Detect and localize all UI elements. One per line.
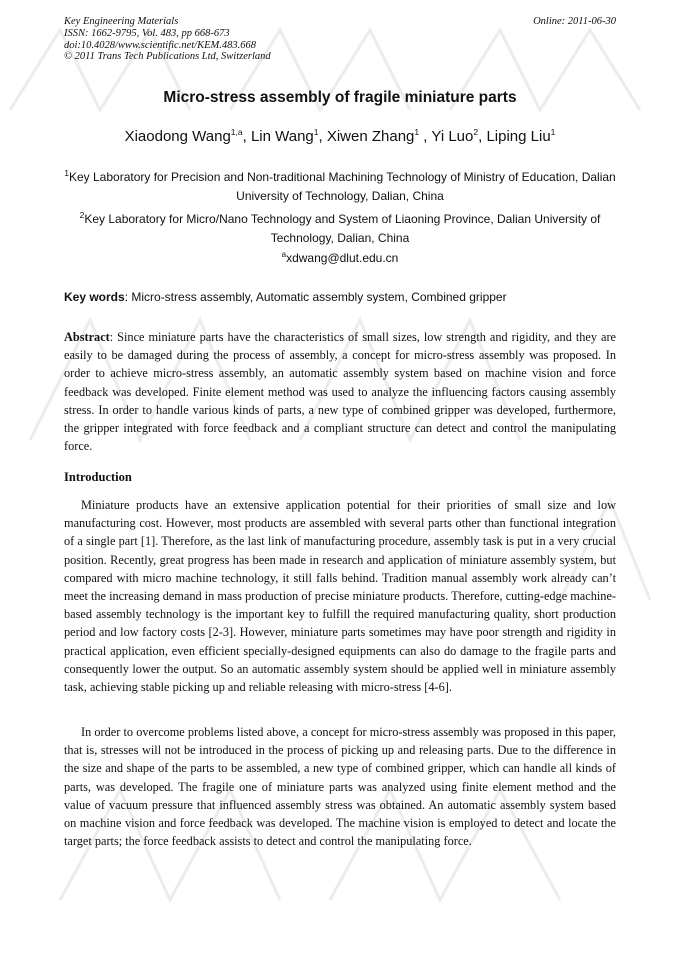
online-date: Online: 2011-06-30 <box>533 16 616 27</box>
paper-title: Micro-stress assembly of fragile miniature parts <box>163 89 517 106</box>
affiliation-mark: 1 <box>64 168 69 178</box>
introduction-paragraph-2: In order to overcome problems listed above, a concept for micro-stress assembly was proposed in this paper, that is, stresses will not be introduced in the process of picking up and releasing parts. Due to the difference in the size and shape of the parts to be assembled, a new type of combined gripper, which can handle all kinds of parts, was developed. The fragile one of miniature parts was analyzed using finite element method and the value of vacuum pressure that influenced assembly stress was obtained. An automatic assembly system based on machine vision and force feedback was developed. The machine vision is employed to detect and locate the target parts; the force feedback assists to detect and control the manipulating force. <box>64 725 616 849</box>
corresponding-email <box>64 250 616 265</box>
author-affiliation-mark: 1 <box>414 127 420 137</box>
issn-line: ISSN: 1662-9795, Vol. 483, pp 668-673 <box>64 27 230 39</box>
keywords-label: Key words <box>64 290 125 304</box>
keywords <box>64 290 616 304</box>
journal-header <box>64 16 616 63</box>
author-separator: , <box>242 128 251 145</box>
author-affiliation-mark: 2 <box>473 127 479 137</box>
email-address: xdwang@dlut.edu.cn <box>286 251 399 265</box>
author-name: Lin Wang <box>250 128 314 145</box>
affiliation-1 <box>64 164 616 206</box>
affiliation-text: Key Laboratory for Micro/Nano Technology and System of Liaoning Province, Dalian University of Technology, Dalian, China <box>84 212 601 245</box>
doi-line: doi:10.4028/www.scientific.net/KEM.483.668 <box>64 39 256 51</box>
introduction-heading: Introduction <box>64 470 132 484</box>
author-affiliation-mark: 1 <box>550 127 556 137</box>
author-separator: , <box>419 128 432 145</box>
author-name: Xiaodong Wang <box>124 128 231 145</box>
author-name: Xiwen Zhang <box>326 128 415 145</box>
abstract <box>64 328 616 455</box>
journal-name: Key Engineering Materials <box>64 16 179 27</box>
email-mark: a <box>281 250 287 259</box>
keywords-text: : Micro-stress assembly, Automatic assembly system, Combined gripper <box>124 290 507 304</box>
author-name: Liping Liu <box>486 128 551 145</box>
introduction-paragraph-1: Miniature products have an extensive application potential for their priorities of small size and low manufacturing cost. However, most products are assembled with several parts other than functional integration of a single part [1]. Therefore, as the last link of manufacturing procedure, assembly task is put in a very crucial position. Recently, great progress has been made in research and application of miniature assembly system, but compared with micro machine technology, it still falls behind. Tradition manual assembly work already can’t meet the increasing demand in mass production of precise miniature products. Therefore, cutting-edge machine-based assembly technology is the important key to fulfill the required manufacturing quality, short production period and low factory costs [2-3]. However, miniature parts sometimes may have poor strength and rigidity in practical application, even efficient specially-designed equipments can also do damage to the fragile parts and consequently lower the output. So an automatic assembly system should be applied well in miniature assembly task, achieving stable picking up and reliable releasing with micro-stress [4-6]. <box>64 498 616 695</box>
affiliation-mark: 2 <box>79 210 85 220</box>
author-separator: , <box>478 128 487 145</box>
affiliation-text: Key Laboratory for Precision and Non-traditional Machining Technology of Ministry of Education, Dalian University of Technology, Dalian, China <box>68 170 616 203</box>
affiliation-2 <box>64 206 616 248</box>
author-separator: , <box>318 128 327 145</box>
author-list <box>64 127 616 145</box>
author-name: Yi Luo <box>431 128 474 145</box>
copyright-line: © 2011 Trans Tech Publications Ltd, Switzerland <box>64 51 271 63</box>
abstract-label: Abstract <box>64 330 110 344</box>
author-affiliation-mark: 1,a <box>230 127 243 137</box>
author-affiliation-mark: 1 <box>313 127 319 137</box>
abstract-text: : Since miniature parts have the characteristics of small sizes, low strength and rigidity, and they are easily to be damaged during the process of assembly, a concept for micro-stress assembly was proposed. In order to achieve micro-stress assembly, an automatic assembly system based on machine vision and force feedback was developed. Finite element method was used to analyze the influencing factors causing assembly stress. In order to handle various kinds of parts, a new type of combined gripper was developed, furthermore, the gripper integrated with force feedback and a compliant structure can detect and control the manipulating force. <box>64 330 616 454</box>
